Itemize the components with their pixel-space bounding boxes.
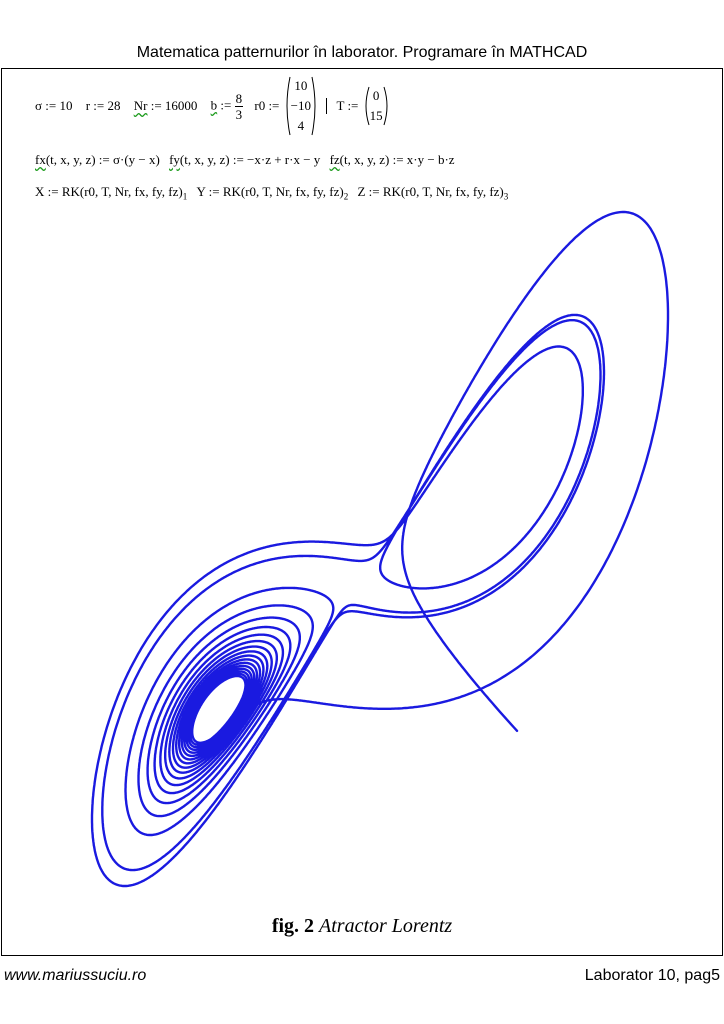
figure-caption <box>0 915 724 938</box>
X-index: 1 <box>182 191 188 202</box>
fz-name: fz <box>329 152 340 167</box>
page-header: Matematica patternurilor în laborator. Programare în MATHCAD <box>136 44 588 61</box>
fz-body: (t, x, y, z) := x·y − b·z <box>339 152 455 167</box>
b-assign: := <box>217 96 235 112</box>
fx-body: (t, x, y, z) := σ·(y − x) <box>45 152 160 167</box>
r-def: r := 28 <box>85 98 121 113</box>
T-value: 15 <box>369 108 383 123</box>
b-name: b <box>210 96 218 112</box>
T-value: 0 <box>372 88 380 103</box>
nr-value: := 16000 <box>147 98 198 113</box>
figure-label: fig. 2 <box>271 915 315 937</box>
Z-index: 3 <box>503 191 509 202</box>
Y-expr: Y := RK(r0, T, Nr, fx, fy, fz) <box>196 184 344 199</box>
T-label: T := <box>336 98 359 113</box>
Z-expr: Z := RK(r0, T, Nr, fx, fy, fz) <box>357 184 504 199</box>
r0-value: −10 <box>290 98 311 113</box>
nr-name: Nr <box>133 98 148 113</box>
fy-body: (t, x, y, z) := −x·z + r·x − y <box>179 152 321 167</box>
sigma-def: σ := 10 <box>35 98 73 113</box>
fy-name: fy <box>169 152 180 167</box>
b-denominator: 3 <box>235 106 243 122</box>
X-expr: X := RK(r0, T, Nr, fx, fy, fz) <box>35 184 183 199</box>
fx-name: fx <box>35 152 46 167</box>
figure-title: Atractor Lorentz <box>319 915 453 937</box>
website-link[interactable]: www.mariussuciu.ro <box>4 967 147 984</box>
r0-value: 10 <box>294 78 308 93</box>
Y-index: 2 <box>343 191 349 202</box>
r0-label: r0 := <box>254 98 280 113</box>
b-numerator: 8 <box>235 90 243 106</box>
page-number: Laborator 10, pag5 <box>584 967 720 984</box>
attractor-curve <box>92 212 668 886</box>
r0-value: 4 <box>297 118 305 133</box>
